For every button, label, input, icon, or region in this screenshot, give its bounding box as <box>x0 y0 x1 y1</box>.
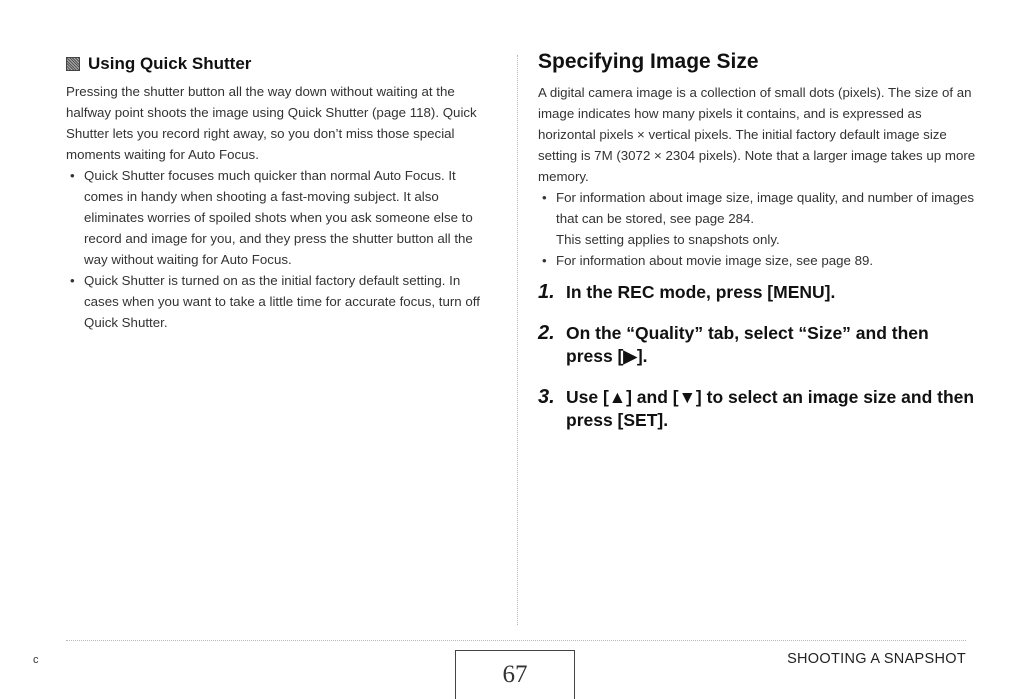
step-text: On the “Quality” tab, select “Size” and then press [▶]. <box>566 323 929 366</box>
step-number: 3. <box>538 386 555 408</box>
section-title: SHOOTING A SNAPSHOT <box>787 651 966 667</box>
movie-size-bullet: • For information about movie image size, see page 89. <box>538 250 978 271</box>
page-number-box <box>455 650 575 699</box>
image-size-bullets <box>538 187 978 271</box>
page-title: Specifying Image Size <box>538 50 759 73</box>
quick-shutter-heading <box>66 54 496 74</box>
quick-shutter-bullet: • Quick Shutter focuses much quicker than normal Auto Focus. It comes in handy when shooting a fast-moving subject. It also eliminates worries of spoiled shots when you ask someone else to record and image for you, and they press the shutter button all the way without waiting for Auto Focus. <box>66 165 496 270</box>
quick-shutter-heading-text: Using Quick Shutter <box>88 54 252 73</box>
footer-rule <box>66 640 966 641</box>
step-number: 2. <box>538 322 555 344</box>
quick-shutter-bullet: • Quick Shutter is turned on as the initial factory default setting. In cases when you want to take a little time for accurate focus, turn off Quick Shutter. <box>66 270 496 333</box>
step-text: In the REC mode, press [MENU]. <box>566 282 836 302</box>
right-column <box>538 50 978 450</box>
image-size-intro: A digital camera image is a collection of small dots (pixels). The size of an image indicates how many pixels it contains, and is expressed as horizontal pixels × vertical pixels. The initial factory default image size setting is 7M (3072 × 2304 pixels). Note that a larger image takes up more memory. <box>538 85 976 184</box>
image-size-bullet-text: For information about image size, image quality, and number of images that can be stored, see page 284. <box>556 190 975 226</box>
step <box>538 322 978 368</box>
quick-shutter-intro: Pressing the shutter button all the way down without waiting at the halfway point shoots the image using Quick Shutter (page 118). Quick Shutter lets you record right away, so you don’t miss those special moments waiting for Auto Focus. <box>66 84 477 162</box>
step-text: Use [▲] and [▼] to select an image size and then press [SET]. <box>566 387 975 430</box>
square-bullet-icon <box>66 57 80 71</box>
column-divider <box>517 55 518 625</box>
steps-list <box>538 281 978 432</box>
step <box>538 386 978 432</box>
step <box>538 281 978 304</box>
step-number: 1. <box>538 281 555 303</box>
quick-shutter-bullets <box>66 165 496 333</box>
corner-letter: c <box>33 654 39 666</box>
image-size-bullet-note: This setting applies to snapshots only. <box>556 232 780 247</box>
image-size-bullet <box>538 187 978 250</box>
left-column <box>66 50 496 333</box>
page-number: 67 <box>502 661 528 688</box>
